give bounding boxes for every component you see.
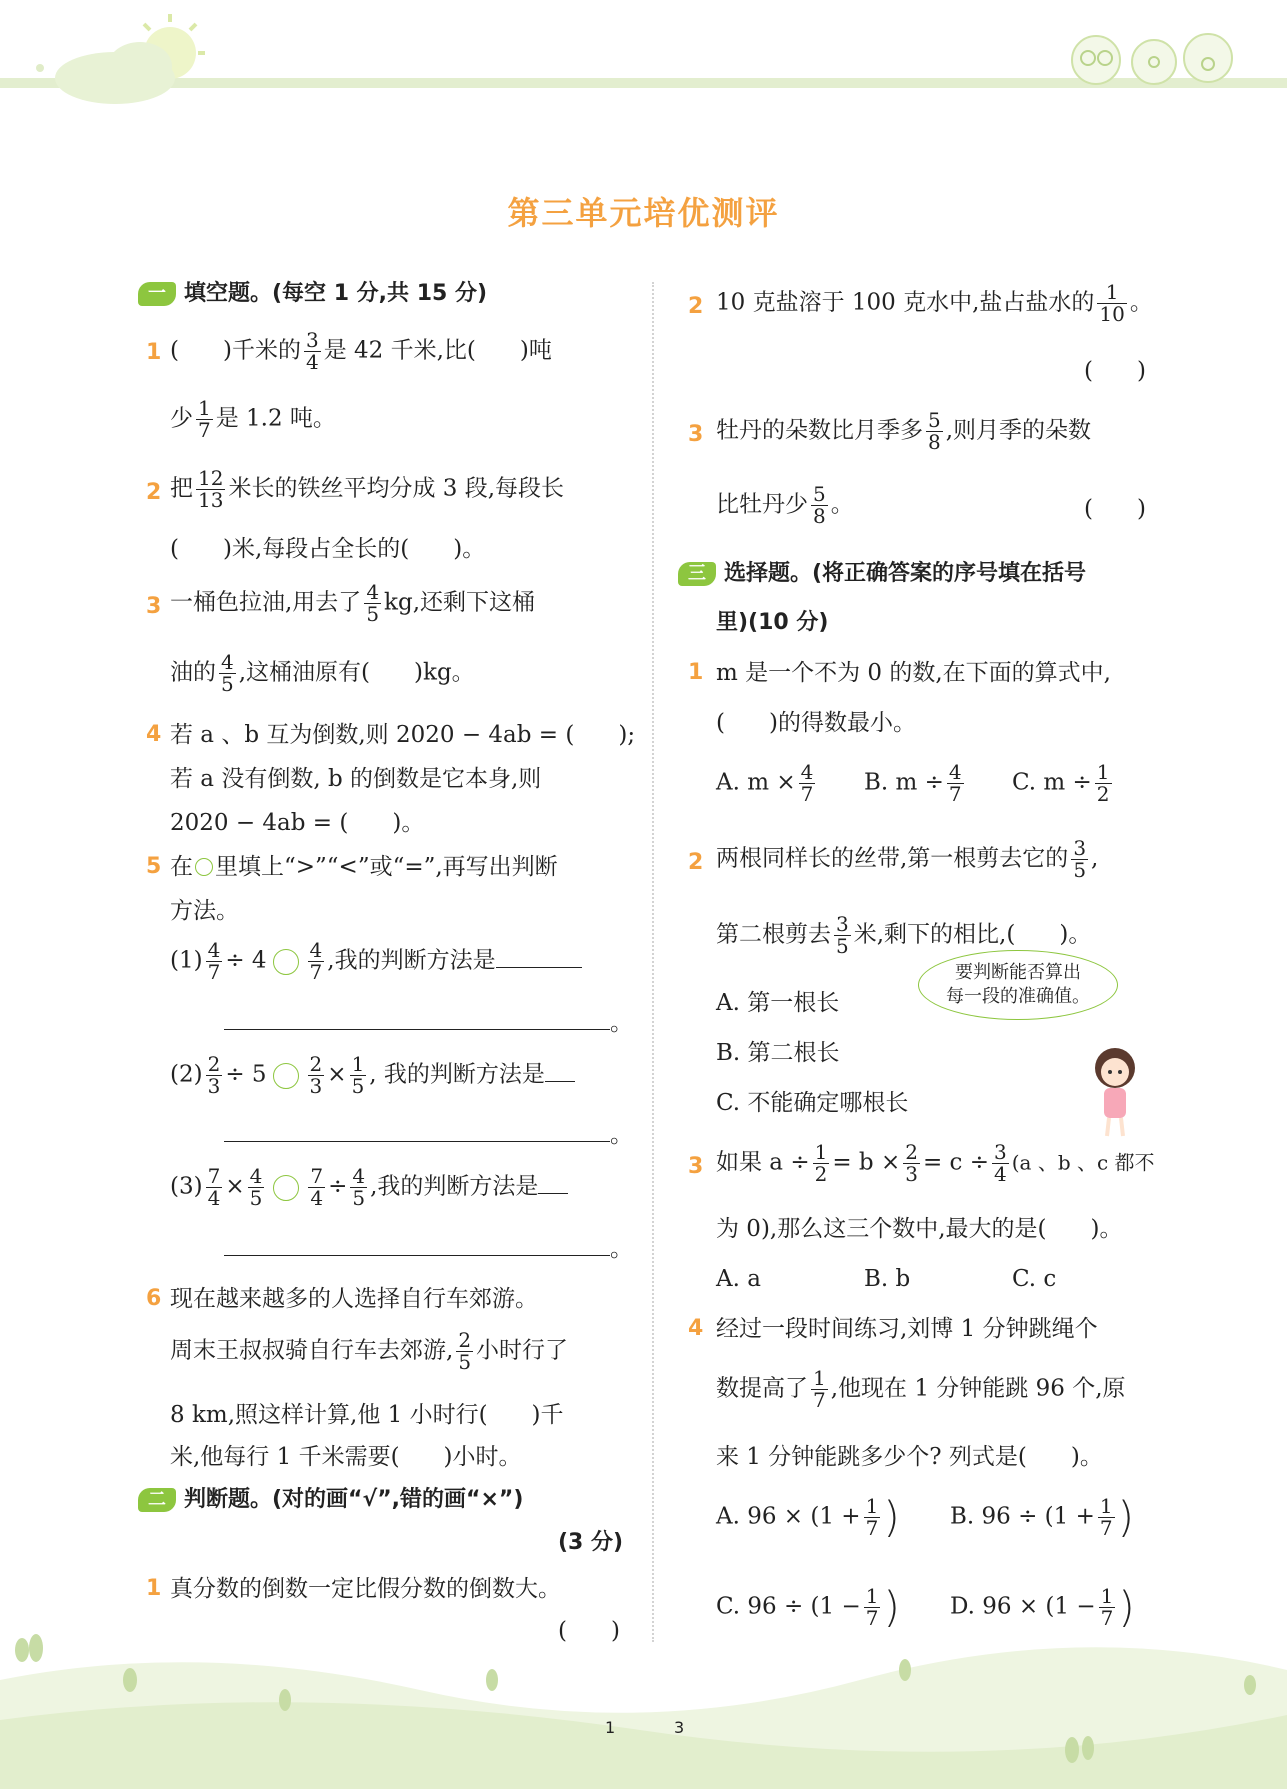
fraction: $\frac{1}{7}$ xyxy=(865,1584,879,1630)
compare-circle-input[interactable] xyxy=(273,1175,299,1201)
page-number: 1 xyxy=(605,1718,616,1737)
judgement-3-line-1: 牡丹的朵数比月季多 $\frac{5}{8}$ ,则月季的朵数 xyxy=(716,408,1092,454)
fraction: $\frac{1}{7}$ xyxy=(865,1494,879,1540)
judgement-3-line-2: 比牡丹少 $\frac{5}{8}$ 。 xyxy=(716,482,854,528)
judgement-1-answer[interactable]: ( ) xyxy=(558,1618,620,1644)
fraction: $\frac{1}{2}$ xyxy=(1096,760,1110,806)
question-5-part-1: (1) $\frac{4}{7}$ ÷ 4 $\frac{4}{7}$ ,我的判断方法是 xyxy=(170,940,582,983)
choice-4-option-b[interactable]: B. 96 ÷ (1 + $\frac{1}{7}$ ) xyxy=(950,1492,1134,1542)
question-6-line-2: 周末王叔叔骑自行车去郊游, $\frac{2}{5}$ 小时行了 xyxy=(170,1328,569,1374)
question-number: 3 xyxy=(146,594,162,619)
choice-4-line-1: 经过一段时间练习,刘博 1 分钟跳绳个 xyxy=(716,1316,1098,1342)
fraction: $\frac{3}{4}$ xyxy=(994,1140,1007,1186)
judgement-3-answer[interactable]: ( ) xyxy=(1084,496,1146,522)
fraction: $\frac{4}{7}$ xyxy=(207,938,221,984)
question-number: 2 xyxy=(146,480,162,505)
answer-blank[interactable] xyxy=(224,1141,610,1142)
answer-blank[interactable] xyxy=(224,1029,610,1030)
question-number: 1 xyxy=(146,340,162,365)
section-2-score: (3 分) xyxy=(558,1530,624,1555)
fraction: $\frac{1}{7}$ xyxy=(1099,1494,1113,1540)
choice-1-option-a[interactable]: A. m × $\frac{4}{7}$ xyxy=(716,760,814,806)
choice-2-line-2: 第二根剪去 $\frac{3}{5}$ 米,剩下的相比,( )。 xyxy=(716,912,1092,958)
answer-blank[interactable] xyxy=(224,1255,610,1256)
fraction: $\frac{5}{8}$ xyxy=(813,482,826,528)
question-5-part-3-line-2: 。 xyxy=(224,1238,633,1261)
answer-blank[interactable] xyxy=(545,1081,575,1082)
choice-1-option-b[interactable]: B. m ÷ $\frac{4}{7}$ xyxy=(864,760,962,806)
fraction: $\frac{4}{7}$ xyxy=(309,938,323,984)
question-2-line-2: ( )米,每段占全长的( )。 xyxy=(170,536,486,562)
section-badge: 一 xyxy=(138,282,176,306)
choice-2-option-c[interactable]: C. 不能确定哪根长 xyxy=(716,1090,909,1116)
fraction: $\frac{1}{2}$ xyxy=(814,1140,828,1186)
fraction: $\frac{4}{5}$ xyxy=(249,1164,263,1210)
section-badge: 二 xyxy=(138,1488,176,1512)
choice-4-option-c[interactable]: C. 96 ÷ (1 − $\frac{1}{7}$ ) xyxy=(716,1582,900,1632)
choice-3-line-1: 如果 a ÷ $\frac{1}{2}$ = b × $\frac{2}{3}$ = c ÷ $\frac{3}{4}$ (a 、b 、c 都不 xyxy=(716,1140,1155,1186)
question-number: 2 xyxy=(688,850,704,875)
answer-blank[interactable] xyxy=(538,1193,568,1194)
fraction: $\frac{2}{5}$ xyxy=(458,1328,472,1374)
question-5-line-1: 在 里填上“>”“<”或“=”,再写出判断 xyxy=(170,854,558,880)
hint-speech-bubble: 要判断能否算出 每一段的准确值。 xyxy=(918,950,1118,1020)
cloud-sun-icon xyxy=(20,8,210,108)
animal-faces-icon xyxy=(1058,18,1248,88)
judgement-2-text: 10 克盐溶于 100 克水中,盐占盐水的 $\frac{1}{10}$ 。 xyxy=(716,280,1153,326)
section-title: 判断题。(对的画“√”,错的画“×”) xyxy=(184,1487,524,1512)
fraction: $\frac{12}{13}$ xyxy=(198,466,224,512)
fraction: $\frac{1}{5}$ xyxy=(351,1052,365,1098)
landscape-footer xyxy=(0,1620,1287,1789)
section-title: 填空题。(每空 1 分,共 15 分) xyxy=(184,281,488,306)
question-3-line-1: 一桶色拉油,用去了 $\frac{4}{5}$ kg,还剩下这桶 xyxy=(170,580,536,626)
choice-1-line-1: m 是一个不为 0 的数,在下面的算式中, xyxy=(716,660,1111,686)
question-3-line-2: 油的 $\frac{4}{5}$ ,这桶油原有( )kg。 xyxy=(170,650,475,696)
judgement-2-answer[interactable]: ( ) xyxy=(1084,358,1146,384)
compare-circle-input[interactable] xyxy=(273,949,299,975)
question-1-line-1: ( )千米的 $\frac{3}{4}$ 是 42 千米,比( )吨 xyxy=(170,328,552,374)
choice-2-line-1: 两根同样长的丝带,第一根剪去它的 $\frac{3}{5}$ , xyxy=(716,836,1099,882)
question-number: 5 xyxy=(146,854,162,879)
page-number: 3 xyxy=(674,1718,685,1737)
section-2-heading xyxy=(138,1488,523,1512)
question-number: 4 xyxy=(146,722,162,747)
judgement-1-text: 真分数的倒数一定比假分数的倒数大。 xyxy=(170,1576,561,1602)
choice-3-line-2: 为 0),那么这三个数中,最大的是( )。 xyxy=(716,1216,1123,1242)
choice-4-option-d[interactable]: D. 96 × (1 − $\frac{1}{7}$ ) xyxy=(950,1582,1135,1632)
question-number: 4 xyxy=(688,1316,704,1341)
fraction: $\frac{7}{4}$ xyxy=(310,1164,324,1210)
section-badge: 三 xyxy=(678,562,716,586)
fraction: $\frac{3}{5}$ xyxy=(1073,836,1087,882)
fraction: $\frac{2}{3}$ xyxy=(905,1140,918,1186)
fraction: $\frac{2}{3}$ xyxy=(207,1052,221,1098)
choice-2-option-a[interactable]: A. 第一根长 xyxy=(716,990,840,1016)
question-6-line-1: 现在越来越多的人选择自行车郊游。 xyxy=(170,1286,538,1312)
question-number: 6 xyxy=(146,1286,162,1311)
fraction: $\frac{4}{5}$ xyxy=(352,1164,366,1210)
choice-3-option-a[interactable]: A. a xyxy=(716,1266,761,1292)
choice-3-option-b[interactable]: B. b xyxy=(864,1266,911,1292)
choice-4-line-3: 来 1 分钟能跳多少个? 列式是( )。 xyxy=(716,1444,1103,1470)
circle-blank-icon xyxy=(195,858,213,876)
page-title: 第三单元培优测评 xyxy=(507,194,780,232)
question-5-part-3: (3) $\frac{7}{4}$ × $\frac{4}{5}$ $\frac{7}{4}$ ÷ $\frac{4}{5}$ ,我的判断方法是 xyxy=(170,1166,568,1209)
girl-icon xyxy=(1080,1040,1150,1140)
section-1-heading xyxy=(138,282,487,306)
question-2-line-1: 把 $\frac{12}{13}$ 米长的铁丝平均分成 3 段,每段长 xyxy=(170,466,565,512)
choice-4-line-2: 数提高了 $\frac{1}{7}$ ,他现在 1 分钟能跳 96 个,原 xyxy=(716,1366,1126,1412)
fraction: $\frac{3}{4}$ xyxy=(305,328,319,374)
fraction: $\frac{3}{5}$ xyxy=(836,912,849,958)
question-number: 1 xyxy=(688,660,704,685)
section-3-heading-line-2: 里)(10 分) xyxy=(716,610,829,635)
question-number: 3 xyxy=(688,1154,704,1179)
fraction: $\frac{4}{5}$ xyxy=(366,580,380,626)
choice-1-option-c[interactable]: C. m ÷ $\frac{1}{2}$ xyxy=(1012,760,1110,806)
question-6-line-3: 8 km,照这样计算,他 1 小时行( )千 xyxy=(170,1402,564,1428)
fraction: $\frac{4}{7}$ xyxy=(800,760,814,806)
question-number: 3 xyxy=(688,422,704,447)
question-6-line-4: 米,他每行 1 千米需要( )小时。 xyxy=(170,1444,522,1470)
section-title: 选择题。(将正确答案的序号填在括号 xyxy=(724,561,1087,586)
fraction: $\frac{1}{10}$ xyxy=(1099,280,1125,326)
fraction: $\frac{1}{7}$ xyxy=(813,1366,826,1412)
question-5-line-2: 方法。 xyxy=(170,898,239,924)
question-number: 2 xyxy=(688,294,704,319)
fraction: $\frac{4}{7}$ xyxy=(948,760,962,806)
compare-circle-input[interactable] xyxy=(273,1063,299,1089)
question-4-line-3: 2020 − 4ab = ( )。 xyxy=(170,810,425,836)
choice-3-option-c[interactable]: C. c xyxy=(1012,1266,1057,1292)
choice-1-line-2: ( )的得数最小。 xyxy=(716,710,916,736)
fraction: $\frac{5}{8}$ xyxy=(928,408,941,454)
question-4-line-2: 若 a 没有倒数, b 的倒数是它本身,则 xyxy=(170,766,542,792)
fraction: $\frac{2}{3}$ xyxy=(309,1052,323,1098)
fraction: $\frac{1}{7}$ xyxy=(198,396,211,442)
question-1-line-2: 少 $\frac{1}{7}$ 是 1.2 吨。 xyxy=(170,396,336,442)
choice-4-option-a[interactable]: A. 96 × (1 + $\frac{1}{7}$ ) xyxy=(716,1492,900,1542)
question-number: 1 xyxy=(146,1576,162,1601)
question-5-part-1-line-2: 。 xyxy=(224,1012,633,1035)
choice-2-option-b[interactable]: B. 第二根长 xyxy=(716,1040,840,1066)
question-5-part-2: (2) $\frac{2}{3}$ ÷ 5 $\frac{2}{3}$ × $\frac{1}{5}$ , 我的判断方法是 xyxy=(170,1054,575,1097)
fraction: $\frac{4}{5}$ xyxy=(221,650,234,696)
fraction: $\frac{7}{4}$ xyxy=(207,1164,221,1210)
answer-blank[interactable] xyxy=(496,967,582,968)
question-5-part-2-line-2: 。 xyxy=(224,1124,633,1147)
fraction: $\frac{1}{7}$ xyxy=(1100,1584,1114,1630)
section-3-heading xyxy=(678,562,1086,586)
question-4-line-1: 若 a 、b 互为倒数,则 2020 − 4ab = ( ); xyxy=(170,722,636,748)
column-divider xyxy=(652,282,654,1642)
